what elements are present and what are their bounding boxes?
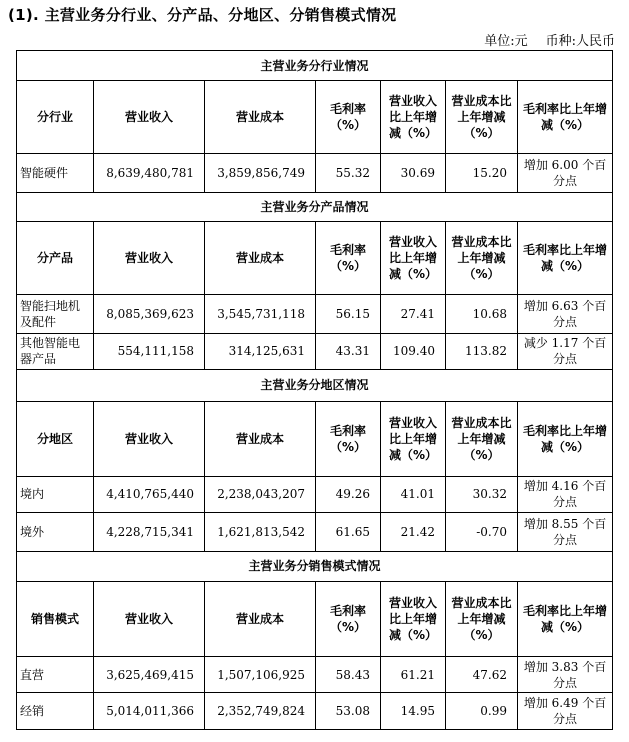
header-row <box>17 81 613 154</box>
row-name: 其他智能电器产品 <box>17 333 94 369</box>
header-row <box>17 401 613 476</box>
row-revenue: 5,014,011,366 <box>94 693 205 730</box>
row-cost-change: 10.68 <box>446 295 518 334</box>
row-revenue: 4,228,715,341 <box>94 513 205 552</box>
row-margin: 56.15 <box>316 295 381 334</box>
row-margin-change: 增加 3.83 个百分点 <box>518 656 613 692</box>
row-margin: 61.65 <box>316 513 381 552</box>
row-cost: 1,621,813,542 <box>205 513 316 552</box>
row-cost: 2,352,749,824 <box>205 693 316 730</box>
currency: 币种:人民币 <box>545 34 615 49</box>
row-margin: 58.43 <box>316 656 381 692</box>
header-row <box>17 222 613 295</box>
header-row <box>17 581 613 656</box>
col-header-cost-change: 营业成本比上年增减（%） <box>446 401 518 476</box>
row-margin-change: 增加 8.55 个百分点 <box>518 513 613 552</box>
col-header-revenue: 营业收入 <box>94 401 205 476</box>
row-name: 境外 <box>17 513 94 552</box>
section-title-row <box>17 551 613 581</box>
row-revenue-change: 61.21 <box>381 656 446 692</box>
section-title-region: 主营业务分地区情况 <box>17 370 613 401</box>
row-cost: 3,545,731,118 <box>205 295 316 334</box>
table-row <box>17 693 613 730</box>
table-row <box>17 154 613 193</box>
currency-unit: 单位:元 <box>484 34 528 49</box>
section-title-row <box>17 370 613 401</box>
section-title-sales-mode: 主营业务分销售模式情况 <box>17 551 613 581</box>
col-header-first: 销售模式 <box>17 581 94 656</box>
row-revenue: 4,410,765,440 <box>94 476 205 512</box>
col-header-cost: 营业成本 <box>205 581 316 656</box>
row-cost-change: 30.32 <box>446 476 518 512</box>
row-revenue: 3,625,469,415 <box>94 656 205 692</box>
col-header-revenue-change: 营业收入比上年增减（%） <box>381 81 446 154</box>
row-revenue-change: 41.01 <box>381 476 446 512</box>
row-cost: 1,507,106,925 <box>205 656 316 692</box>
row-margin-change: 增加 4.16 个百分点 <box>518 476 613 512</box>
main-business-table <box>16 50 613 730</box>
table-row <box>17 295 613 334</box>
table-row <box>17 476 613 512</box>
row-cost-change: -0.70 <box>446 513 518 552</box>
col-header-revenue: 营业收入 <box>94 581 205 656</box>
unit-line <box>484 30 615 49</box>
row-cost: 314,125,631 <box>205 333 316 369</box>
col-header-margin-change: 毛利率比上年增减（%） <box>518 401 613 476</box>
row-name: 智能扫地机及配件 <box>17 295 94 334</box>
row-cost-change: 15.20 <box>446 154 518 193</box>
col-header-margin-change: 毛利率比上年增减（%） <box>518 222 613 295</box>
section-title-row <box>17 51 613 81</box>
row-revenue: 554,111,158 <box>94 333 205 369</box>
row-margin: 43.31 <box>316 333 381 369</box>
col-header-cost-change: 营业成本比上年增减（%） <box>446 581 518 656</box>
section-title-industry: 主营业务分行业情况 <box>17 51 613 81</box>
row-cost-change: 47.62 <box>446 656 518 692</box>
row-revenue-change: 27.41 <box>381 295 446 334</box>
row-margin-change: 增加 6.00 个百分点 <box>518 154 613 193</box>
row-margin-change: 增加 6.49 个百分点 <box>518 693 613 730</box>
table-row <box>17 333 613 369</box>
row-cost: 3,859,856,749 <box>205 154 316 193</box>
col-header-revenue-change: 营业收入比上年增减（%） <box>381 581 446 656</box>
row-margin-change: 减少 1.17 个百分点 <box>518 333 613 369</box>
col-header-first: 分产品 <box>17 222 94 295</box>
col-header-margin: 毛利率（%） <box>316 581 381 656</box>
col-header-margin: 毛利率（%） <box>316 401 381 476</box>
row-revenue-change: 109.40 <box>381 333 446 369</box>
col-header-margin-change: 毛利率比上年增减（%） <box>518 581 613 656</box>
section-heading: (1). 主营业务分行业、分产品、分地区、分销售模式情况 <box>8 6 397 24</box>
row-name: 经销 <box>17 693 94 730</box>
row-margin: 49.26 <box>316 476 381 512</box>
col-header-first: 分行业 <box>17 81 94 154</box>
table-row <box>17 656 613 692</box>
col-header-margin: 毛利率（%） <box>316 222 381 295</box>
col-header-first: 分地区 <box>17 401 94 476</box>
row-revenue-change: 14.95 <box>381 693 446 730</box>
col-header-cost: 营业成本 <box>205 222 316 295</box>
col-header-cost: 营业成本 <box>205 401 316 476</box>
col-header-margin-change: 毛利率比上年增减（%） <box>518 81 613 154</box>
row-revenue-change: 30.69 <box>381 154 446 193</box>
col-header-cost: 营业成本 <box>205 81 316 154</box>
col-header-revenue: 营业收入 <box>94 222 205 295</box>
row-name: 直营 <box>17 656 94 692</box>
row-revenue: 8,085,369,623 <box>94 295 205 334</box>
row-revenue-change: 21.42 <box>381 513 446 552</box>
row-cost-change: 113.82 <box>446 333 518 369</box>
row-margin: 53.08 <box>316 693 381 730</box>
col-header-revenue: 营业收入 <box>94 81 205 154</box>
row-margin-change: 增加 6.63 个百分点 <box>518 295 613 334</box>
row-name: 智能硬件 <box>17 154 94 193</box>
section-title-product: 主营业务分产品情况 <box>17 192 613 221</box>
col-header-cost-change: 营业成本比上年增减（%） <box>446 222 518 295</box>
table-row <box>17 513 613 552</box>
row-name: 境内 <box>17 476 94 512</box>
section-title-row <box>17 192 613 221</box>
col-header-revenue-change: 营业收入比上年增减（%） <box>381 401 446 476</box>
row-cost: 2,238,043,207 <box>205 476 316 512</box>
row-margin: 55.32 <box>316 154 381 193</box>
col-header-cost-change: 营业成本比上年增减（%） <box>446 81 518 154</box>
col-header-margin: 毛利率（%） <box>316 81 381 154</box>
row-revenue: 8,639,480,781 <box>94 154 205 193</box>
col-header-revenue-change: 营业收入比上年增减（%） <box>381 222 446 295</box>
row-cost-change: 0.99 <box>446 693 518 730</box>
